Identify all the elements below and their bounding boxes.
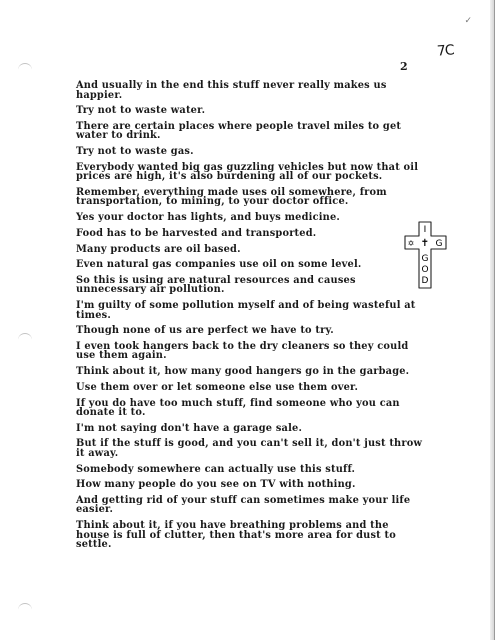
paragraph: If you do have too much stuff, find someone who you can donate it to. bbox=[76, 397, 400, 418]
handwritten-page-label: 7C bbox=[436, 42, 455, 60]
paragraph: Even natural gas companies use oil on some level. bbox=[76, 259, 362, 271]
paragraph: And getting rid of your stuff can sometimes make your life easier. bbox=[76, 494, 411, 516]
hand-drawn-cross bbox=[403, 220, 455, 295]
paragraph: I even took hangers back to the dry cleaners so they could use them again. bbox=[76, 340, 409, 362]
corner-check-mark: ✓ bbox=[464, 16, 472, 26]
punch-hole-middle bbox=[18, 333, 32, 340]
paragraph: How many people do you see on TV with nothing. bbox=[76, 479, 356, 491]
cross-symbol-icon: ✝ bbox=[420, 238, 430, 249]
paragraph: I'm guilty of some pollution myself and of being wasteful at times. bbox=[76, 300, 416, 321]
paragraph: But if the stuff is good, and you can't sell it, don't just throw it away. bbox=[76, 438, 423, 459]
paragraph: Remember, everything made uses oil somewhere, from transportation, to mining, to your doctor office. bbox=[76, 186, 387, 208]
page-number: 2 bbox=[400, 60, 408, 73]
paragraph: Use them over or let someone else use them over. bbox=[76, 381, 359, 393]
star-of-david-icon: ✡ bbox=[407, 239, 415, 248]
cross-letter-lower-2: O bbox=[421, 265, 429, 275]
paragraph: Many products are oil based. bbox=[76, 243, 241, 255]
cross-letter-right: G bbox=[435, 239, 443, 249]
punch-hole-bottom bbox=[18, 603, 32, 610]
paragraph: So this is using are natural resources and causes unnecessary air pollution. bbox=[76, 274, 356, 296]
paragraph: Food has to be harvested and transported. bbox=[76, 227, 317, 239]
document-body bbox=[76, 81, 424, 556]
paragraph: Yes your doctor has lights, and buys medicine. bbox=[76, 212, 341, 224]
cross-letter-top: I bbox=[423, 225, 427, 235]
paragraph: Somebody somewhere can actually use this stuff. bbox=[76, 463, 356, 475]
paragraph: There are certain places where people travel miles to get water to drink. bbox=[76, 120, 402, 142]
paragraph: Though none of us are perfect we have to try. bbox=[76, 325, 334, 337]
paragraph: Think about it, how many good hangers go in the garbage. bbox=[76, 366, 410, 378]
cross-letter-lower-1: G bbox=[421, 254, 429, 264]
paragraph: Try not to waste water. bbox=[76, 105, 206, 117]
paragraph: And usually in the end this stuff never really makes us happier. bbox=[76, 80, 387, 101]
paragraph: I'm not saying don't have a garage sale. bbox=[76, 422, 303, 434]
cross-letter-lower-3: D bbox=[421, 276, 429, 286]
paragraph: Everybody wanted big gas guzzling vehicles but now that oil prices are high, it's also burdening all of our pockets. bbox=[76, 161, 419, 183]
paragraph: Think about it, if you have breathing problems and the house is full of clutter, then that's more area for dust to settle. bbox=[76, 520, 396, 551]
punch-hole-top bbox=[18, 63, 32, 70]
paragraph: Try not to waste gas. bbox=[76, 146, 194, 158]
